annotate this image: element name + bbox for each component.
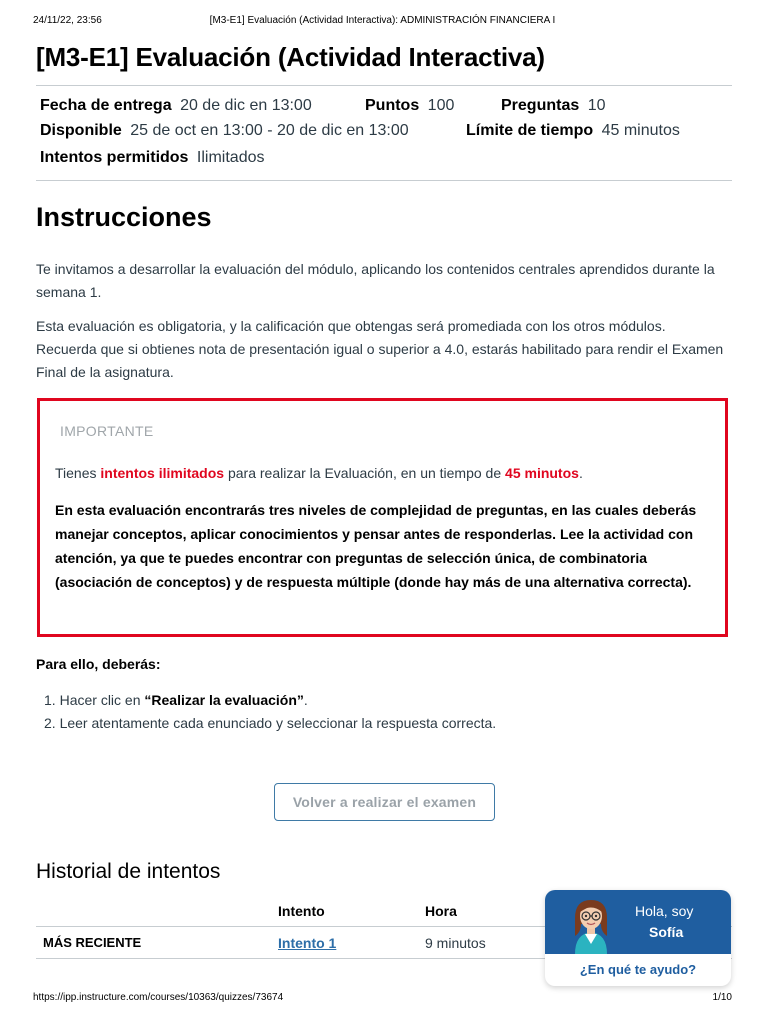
chat-greeting: Hola, soy [635,903,694,919]
questions-label: Preguntas [501,97,580,114]
chat-assistant-widget[interactable] [545,890,731,986]
print-url: https://ipp.instructure.com/courses/10363/quizzes/73674 [33,992,284,1003]
print-page-number: 1/10 [712,992,732,1003]
step-text: Hacer clic en [59,692,145,708]
attempt-history-heading: Historial de intentos [36,860,221,883]
important-label: IMPORTANTE [60,423,154,439]
time-highlight: 45 minutos [505,465,579,481]
important-summary [55,465,583,481]
due-date-label: Fecha de entrega [40,97,172,114]
important-box [37,398,728,637]
unlimited-attempts-highlight: intentos ilimitados [100,465,225,481]
column-header-empty [36,896,278,927]
row-label: MÁS RECIENTE [36,927,278,959]
divider [36,85,732,86]
print-doc-title: [M3-E1] Evaluación (Actividad Interactiva): ADMINISTRACIÓN FINANCIERA I [209,15,556,26]
attempts-allowed [40,149,264,167]
print-header [33,15,732,29]
important-details: En esta evaluación encontrarás tres niveles de complejidad de preguntas, en las cuales deberás manejar conceptos, aplicar conocimientos y pensar antes de responderlas. Lee la actividad con atención, ya que te puedes encontrar con preguntas de selección única, de combinatoria (asociación de conceptos) y de respuesta múltiple (donde hay más de una alternativa correcta). [55,502,697,590]
questions-value: 10 [587,97,606,114]
instructions-heading: Instrucciones [36,202,212,232]
instructions-paragraph-1: Te invitamos a desarrollar la evaluación del módulo, aplicando los contenidos centrales aprendidos durante la semana 1. [36,261,715,300]
step-text: Leer atentamente cada enunciado y seleccionar la respuesta correcta. [59,715,497,731]
points-value: 100 [427,97,455,114]
points [365,97,454,115]
time-cell: 9 minutos [425,927,732,959]
points-label: Puntos [365,97,420,114]
steps-list [44,689,496,735]
attempt-link[interactable]: Intento 1 [278,934,337,951]
assistant-avatar-icon [561,894,621,954]
important-middle: para realizar la Evaluación, en un tiempo de [224,465,506,481]
column-header-attempt: Intento [278,896,425,927]
step-number: 2. [44,715,56,731]
available-value: 25 de oct en 13:00 - 20 de dic en 13:00 [130,122,409,139]
step-bold: “Realizar la evaluación” [144,692,304,708]
list-item [44,712,496,735]
instructions-paragraph-2: Esta evaluación es obligatoria, y la calificación que obtengas será promediada con los otros módulos. Recuerda que si obtienes nota de presentación igual o superior a 4.0, estarás habilitado para rendir el Examen Final de la asignatura. [36,318,724,380]
available [40,122,409,140]
step-number: 1. [44,692,56,708]
chat-header [545,890,731,954]
time-limit-label: Límite de tiempo [466,122,594,139]
attempt-cell [278,927,425,959]
available-label: Disponible [40,122,122,139]
list-item [44,689,496,712]
time-limit [466,122,680,140]
step-suffix: . [303,692,308,708]
divider [36,180,732,181]
attempts-label: Intentos permitidos [40,149,189,166]
steps-intro: Para ello, deberás: [36,656,161,672]
chat-prompt[interactable]: ¿En qué te ayudo? [579,962,697,977]
due-date [40,97,312,115]
page-title: [M3-E1] Evaluación (Actividad Interactiva) [36,42,545,72]
retake-quiz-button[interactable]: Volver a realizar el examen [274,783,495,821]
questions [501,97,606,115]
attempts-value: Ilimitados [196,149,265,166]
time-limit-value: 45 minutos [601,122,680,139]
due-date-value: 20 de dic en 13:00 [180,97,312,114]
important-suffix: . [578,465,583,481]
print-date: 24/11/22, 23:56 [33,15,102,26]
chat-assistant-name: Sofía [649,924,684,940]
important-prefix: Tienes [55,465,101,481]
column-header-time: Hora [425,896,732,927]
print-footer [33,992,732,1006]
